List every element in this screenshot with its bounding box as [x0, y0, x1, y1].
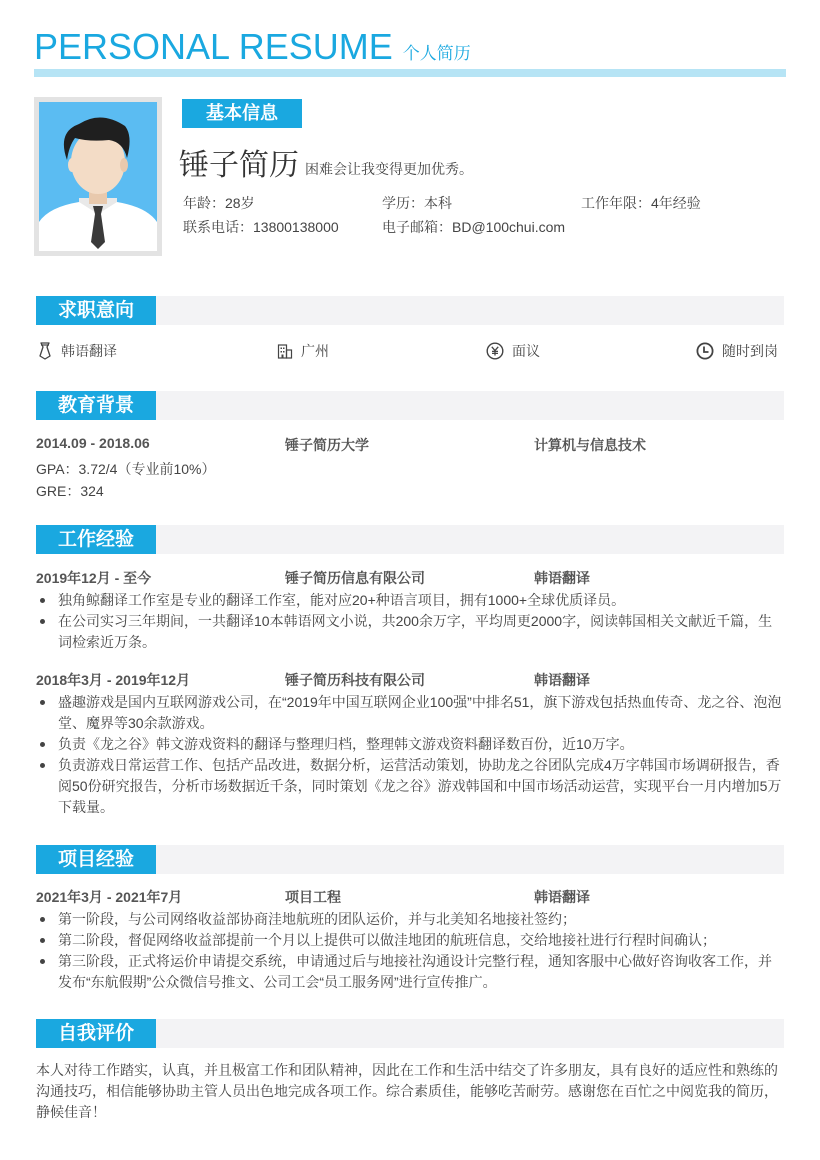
project-role: 韩语翻译 — [534, 889, 590, 905]
intent-availability — [696, 341, 778, 361]
tie-icon — [37, 342, 53, 360]
job-role: 韩语翻译 — [534, 672, 590, 688]
email[interactable]: 电子邮箱：BD@100chui.com — [382, 219, 566, 235]
list-item: 负责游戏日常运营工作、包括产品改进，数据分析，运营活动策划，协助龙之谷团队完成4万字韩国市场调研报告，香阅50份研究报告，分析市场数据近千条，同时策划《龙之谷》游戏韩国和中国市场活动运营，实现平台一月内增加5万下载量。 — [36, 755, 784, 818]
intent-city-label: 广州 — [301, 343, 329, 359]
intent-salary-label: 面议 — [512, 343, 540, 359]
section-header-work — [36, 525, 784, 554]
job-company: 锤子简历科技有限公司 — [285, 672, 425, 688]
job-role: 韩语翻译 — [534, 570, 590, 586]
section-label-intent: 求职意向 — [36, 296, 156, 325]
building-icon — [277, 343, 293, 359]
list-item: 第一阶段，与公司网络收益部协商洼地航班的团队运价，并与北美知名地接社签约； — [36, 909, 784, 930]
self-evaluation: 本人对待工作踏实，认真，并且极富工作和团队精神，因此在工作和生活中结交了许多朋友，具有良好的适应性和熟练的沟通技巧，相信能够协助主管人员出色地完成各项工作。综合素质佳，能够吃苦耐劳。感谢您在百忙之中阅览我的简历，静候佳音！ — [36, 1062, 778, 1120]
list-item: 负责《龙之谷》韩文游戏资料的翻译与整理归档，整理韩文游戏资料翻译数百份，近10万字。 — [36, 734, 784, 755]
list-item: 第三阶段，正式将运价申请提交系统，申请通过后与地接社沟通设计完整行程，通知客服中心做好咨询收客工作，并发布“东航假期”公众微信号推文、公司工会“员工服务网”进行宣传推广。 — [36, 951, 784, 993]
avatar-person-icon — [39, 102, 157, 251]
age: 年龄：28岁 — [183, 195, 255, 211]
yen-icon — [486, 342, 504, 360]
job-company: 锤子简历信息有限公司 — [285, 570, 425, 586]
job-bullets — [36, 590, 784, 653]
title-divider — [34, 69, 786, 77]
title-cn: 个人简历 — [402, 44, 471, 63]
major: 计算机与信息技术 — [534, 437, 646, 453]
job-period: 2018年3月 - 2019年12月 — [36, 672, 191, 688]
gre: GRE：324 — [36, 483, 104, 499]
list-item: 在公司实习三年期间，一共翻译10本韩语网文小说，共200余万字，平均周更2000字，阅读韩国相关文献近千篇，生词检索近万条。 — [36, 611, 784, 653]
list-item: 盛趣游戏是国内互联网游戏公司，在“2019年中国互联网企业100强”中排名51，旗下游戏包括热血传奇、龙之谷、泡泡堂、魔界等30余款游戏。 — [36, 692, 784, 734]
gpa: GPA：3.72/4（专业前10%） — [36, 461, 216, 477]
education-period: 2014.09 - 2018.06 — [36, 435, 150, 451]
intent-position-label: 韩语翻译 — [61, 343, 117, 359]
title-en: PERSONAL RESUME — [34, 26, 393, 67]
section-header-education — [36, 391, 784, 420]
person-name: 锤子简历 — [179, 149, 299, 182]
section-header-intent — [36, 296, 784, 325]
job-bullets — [36, 692, 784, 818]
job-period: 2019年12月 - 至今 — [36, 570, 152, 586]
list-item: 第二阶段，督促网络收益部提前一个月以上提供可以做洼地团的航班信息，交给地接社进行行程时间确认； — [36, 930, 784, 951]
section-label-basic: 基本信息 — [182, 99, 302, 128]
intent-availability-label: 随时到岗 — [722, 343, 778, 359]
resume-title — [34, 26, 471, 68]
section-label-project: 项目经验 — [36, 845, 156, 874]
section-label-self: 自我评价 — [36, 1019, 156, 1048]
school-name: 锤子简历大学 — [285, 437, 369, 453]
section-header-self — [36, 1019, 784, 1048]
section-header-project — [36, 845, 784, 874]
intent-position — [37, 341, 117, 361]
clock-icon — [696, 342, 714, 360]
name-row — [179, 140, 473, 184]
motto: 困难会让我变得更加优秀。 — [305, 161, 473, 177]
intent-city — [277, 341, 329, 361]
phone: 联系电话：13800138000 — [183, 219, 339, 235]
section-label-work: 工作经验 — [36, 525, 156, 554]
project-period: 2021年3月 - 2021年7月 — [36, 889, 183, 905]
project-bullets — [36, 909, 784, 993]
avatar — [34, 97, 162, 256]
section-label-education: 教育背景 — [36, 391, 156, 420]
education-level: 学历：本科 — [382, 195, 452, 211]
work-years: 工作年限：4年经验 — [581, 195, 701, 211]
intent-salary — [486, 341, 540, 361]
list-item: 独角鲸翻译工作室是专业的翻译工作室，能对应20+种语言项目，拥有1000+全球优质译员。 — [36, 590, 784, 611]
project-name: 项目工程 — [285, 889, 341, 905]
